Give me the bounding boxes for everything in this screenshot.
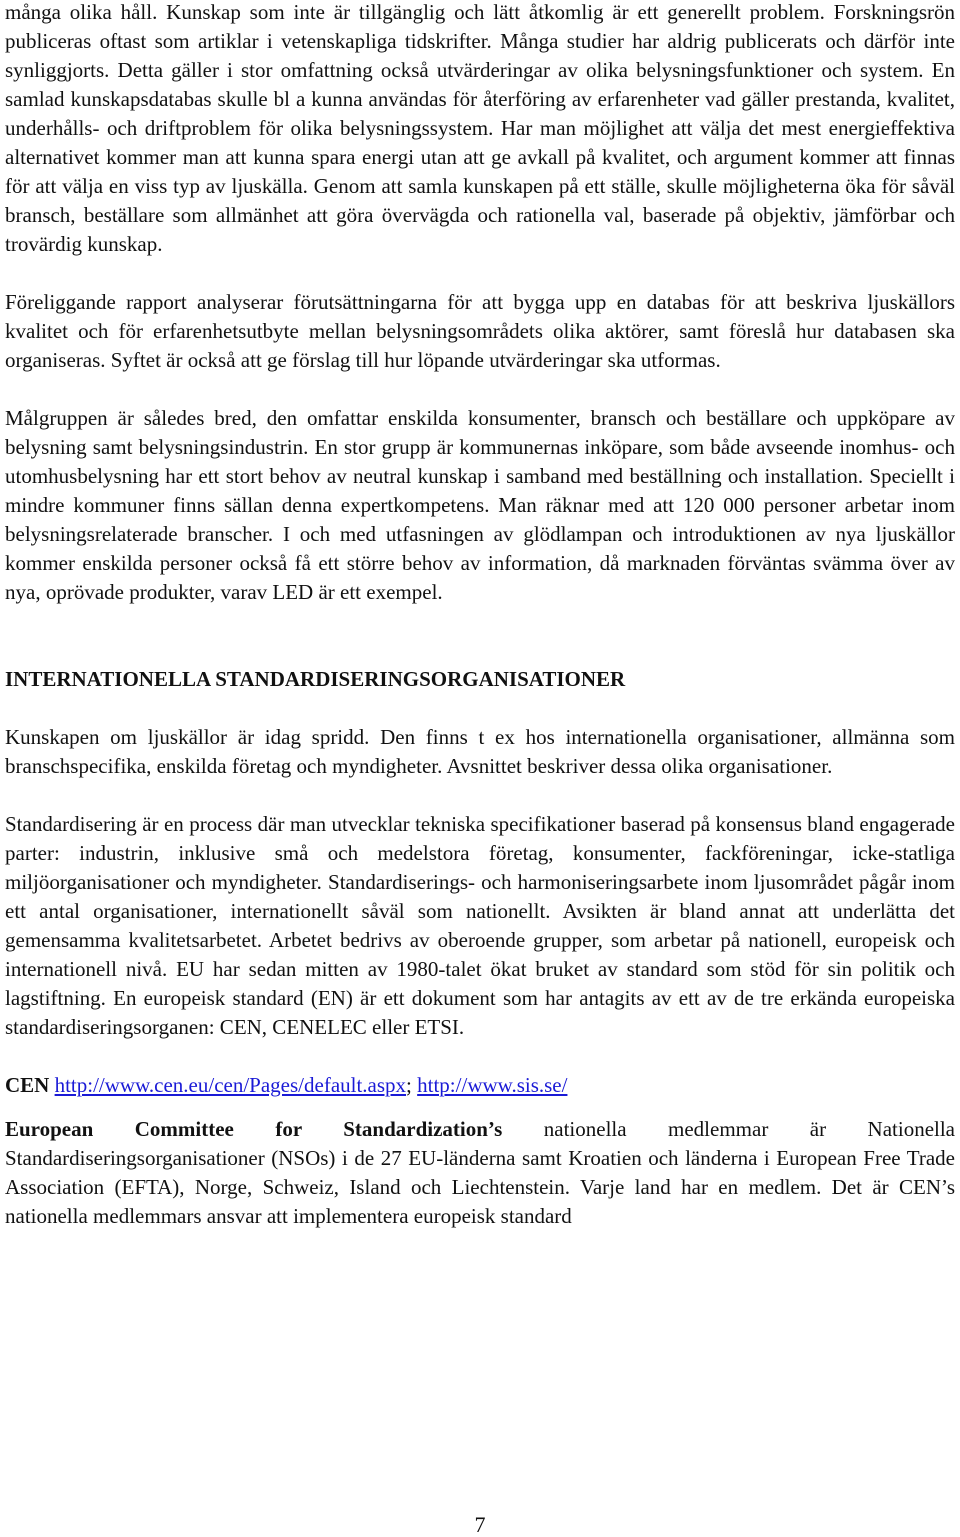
sis-link[interactable]: http://www.sis.se/ (417, 1073, 568, 1097)
paragraph-target-group: Målgruppen är således bred, den omfattar enskilda konsumenter, bransch och beställare och uppköpare av belysning samt belysningsindustrin. En stor grupp är kommunernas inköpare, som både avseende inomhus- och utomhusbelysning har ett stort behov av neutral kunskap i samband med beställning och installation. Speciellt i mindre kommuner finns sällan denna expertkompetens. Man räknar med att 120 000 personer arbetar inom belysningsrelaterade branscher. I och med utfasningen av glödlampan och introduktionen av nya ljuskällor kommer enskilda personer också få ett större behov av information, då marknaden förväntas svämma över av nya, oprövade produkter, varav LED är ett exempel. (5, 406, 955, 604)
cen-full-name: European Committee for Standardization’s (5, 1117, 503, 1141)
paragraph-report-purpose: Föreliggande rapport analyserar förutsättningarna för att bygga upp en databas för att beskriva ljuskällors kvalitet och för erfarenhetsutbyte mellan belysningsområdets olika aktörer, samt föreslå hur databasen ska organiseras. Syftet är också att ge förslag till hur löpande utvärderingar ska utformas. (5, 290, 955, 372)
paragraph-cen-members (5, 1115, 955, 1231)
cen-links-line (5, 1071, 955, 1100)
cen-members-text: nationella medlemmar är Nationella Standardiseringsorganisationer (NSOs) i de 27 EU-länderna samt Kroatien och länderna i European Free Trade Association (EFTA), Norge, Schweiz, Island och Liechtenstein. Varje land har en medlem. Det är CEN’s nationella medlemmars ansvar att implementera europeisk standard (5, 1117, 956, 1228)
cen-label: CEN (5, 1073, 50, 1097)
paragraph-knowledge-database: många olika håll. Kunskap som inte är tillgänglig och lätt åtkomlig är ett generellt problem. Forskningsrön publiceras oftast som artiklar i vetenskapliga tidskrifter. Många studier har aldrig publicerats och därför inte synliggjorts. Detta gäller i stor omfattning också utvärderingar av olika belysningsfunktioner och system. En samlad kunskapsdatabas skulle bl a kunna användas för återföring av erfarenheter vad gäller prestanda, kvalitet, underhålls- och driftproblem för olika belysningssystem. Har man möjlighet att välja det mest energieffektiva alternativet kommer man att kunna spara energi utan att ge avkall på kvalitet, och argument kommer att finnas för att välja en viss typ av ljuskälla. Genom att samla kunskapen på ett ställe, skulle möjligheterna öka för såväl bransch, beställare som allmänhet att göra övervägda och rationella val, baserade på objektiv, jämförbar och trovärdig kunskap. (5, 0, 955, 256)
paragraph-standardisation: Standardisering är en process där man utvecklar tekniska specifikationer baserad på konsensus bland engagerade parter: industrin, inklusive små och medelstora företag, konsumenter, fackföreningar, icke-statliga miljöorganisationer och myndigheter. Standardiserings- och harmoniseringsarbete inom ljusområdet pågår inom ett antal organisationer, internationellt såväl som nationellt. Avsikten är bland annat att underlätta det gemensamma kvalitetsarbetet. Arbetet bedrivs av oberoende grupper, som arbetar på nationell, europeisk och internationell nivå. EU har sedan mitten av 1980-talet ökat bruket av standard som stöd för sin politik och lagstiftning. En europeisk standard (EN) är ett dokument som har antagits av ett av de tre erkända europeiska standardiseringsorganen: CEN, CENELEC eller ETSI. (5, 812, 955, 1039)
section-heading: INTERNATIONELLA STANDARDISERINGSORGANISATIONER (5, 667, 626, 691)
document-page (5, 0, 955, 1231)
paragraph-knowledge-spread: Kunskapen om ljuskällor är idag spridd. Den finns t ex hos internationella organisationer, allmänna som branschspecifika, enskilda företag och myndigheter. Avsnittet beskriver dessa olika organisationer. (5, 725, 955, 778)
page-number: 7 (474, 1512, 486, 1537)
link-separator: ; (406, 1073, 412, 1097)
cen-link[interactable]: http://www.cen.eu/cen/Pages/default.aspx (54, 1073, 407, 1097)
